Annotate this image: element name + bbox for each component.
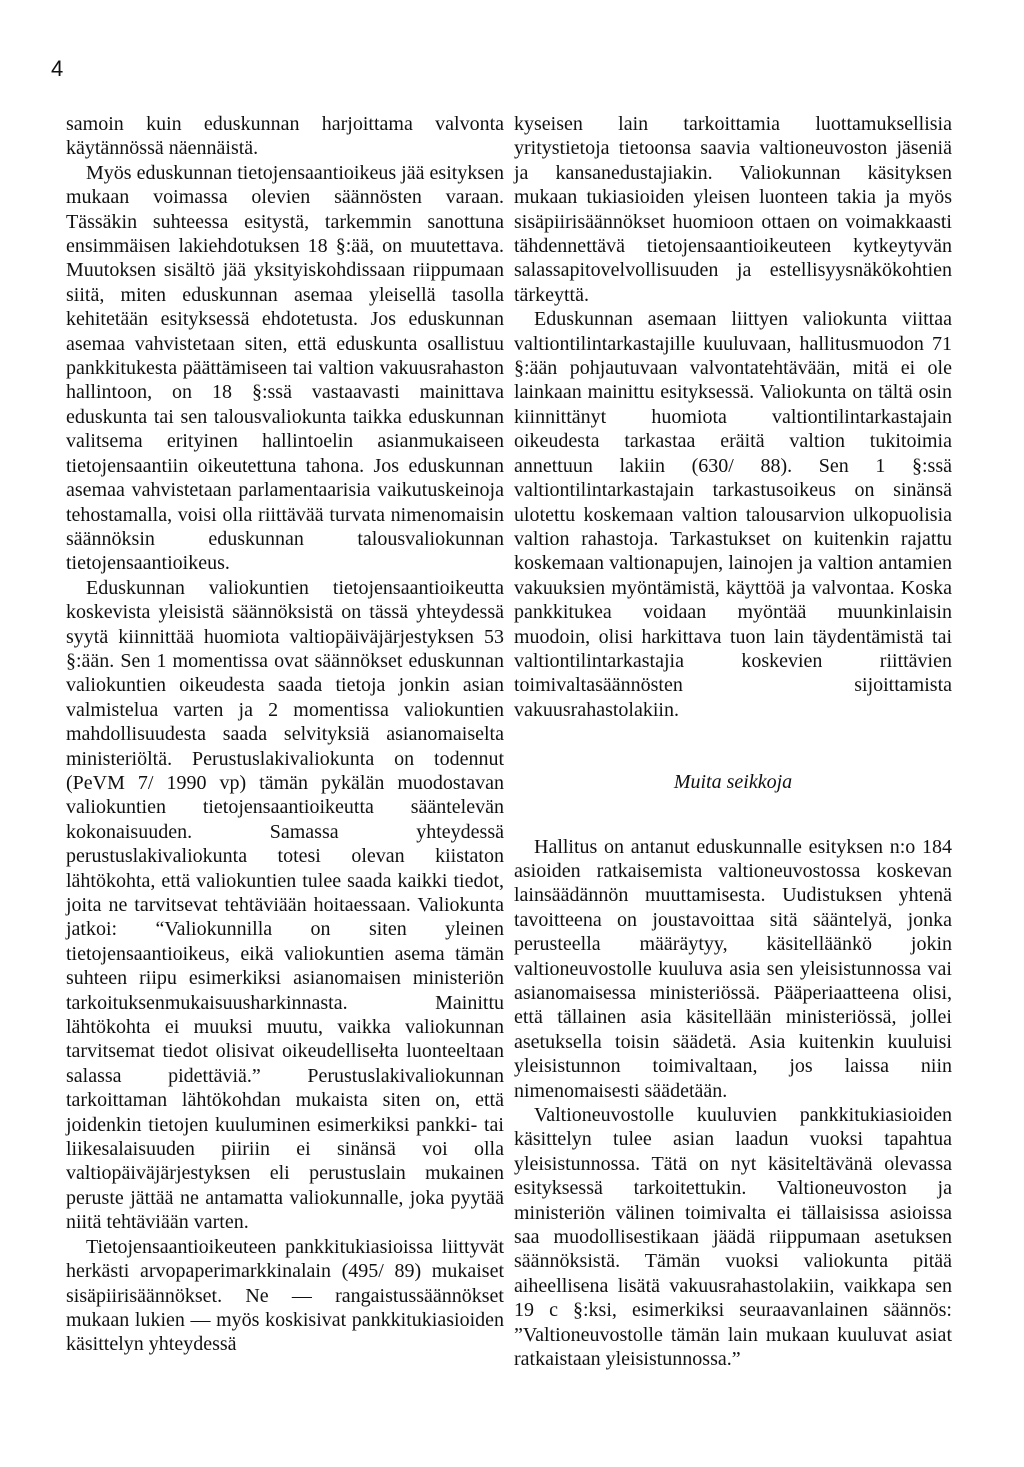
right-paragraph-3: Hallitus on antanut eduskunnalle esityksen n:o 184 asioiden ratkaisemista valtioneuvostossa koskevan lainsäädännön muuttamisesta. Uudistuksen yhtenä tavoitteena on joustavoittaa sitä sääntelyä, jonka perusteella määräytyy, käsitelläänkö jokin valtioneuvostolle kuuluva asia sen yleisistunnossa vai asianomaisessa ministeriössä. Pääperiaatteena olisi, että tällainen asia käsitellään ministeriössä, jollei asetuksella toisin säädetä. Asia kuitenkin kuuluisi yleisistunnon toimivaltaan, jos laissa niin nimenomaisesti säädetään. — [514, 835, 952, 1102]
section-heading: Muita seikkoja — [673, 771, 793, 794]
right-paragraph-4: Valtioneuvostolle kuuluvien pankkitukiasioiden käsittelyn tulee asian laadun vuoksi tapahtua yleisistunnossa. Tätä on nyt käsiteltävänä olevassa esityksessä tarkoitettukin. Valtioneuvoston ja ministeriön välinen toimivalta ei tällaisissa asioissa saa muodollisestikaan jäädä riippumaan asetuksen säännöksistä. Tämän vuoksi valiokunta pitää aiheellisena lisätä vakuusrahastolakiin, vaikkapa sen 19 c §:ksi, esimerkiksi seuraavanlainen säännös: ”Valtioneuvostolle tämän lain mukaan kuuluvat asiat ratkaistaan yleisistunnossa.” — [514, 1104, 952, 1371]
right-column — [514, 112, 952, 1372]
right-paragraph-1: kyseisen lain tarkoittamia luottamuksellisia yritystietoja tietoonsa saavia valtioneuvoston jäseniä ja kansanedustajiakin. Valiokunnan käsityksen mukaan tukiasioiden yleisen luonteen takia ja myös sisäpiirisäännökset huomioon ottaen on voimakkaasti tähdennettävä tietojensaantioikeuteen kytkeytyvän salassapitovelvollisuuden ja estellisyysnäkökohtien tärkeyttä. — [514, 113, 952, 306]
left-paragraph-3: Eduskunnan valiokuntien tietojensaantioikeutta koskevista yleisistä säännöksistä on tässä yhteydessä syytä kiinnittää huomiota valtiopäiväjärjestyksen 53 §:ään. Sen 1 momentissa ovat säännökset eduskunnan valiokuntien oikeudesta saada tietoja jonkin asian valmistelua varten ja 2 momentissa valiokuntien mahdollisuudesta saada selvityksiä asianomaiselta ministeriöltä. Perustuslakivaliokunta on todennut (PeVM 7/ 1990 vp) tämän pykälän muodostavan valiokuntien tietojensaantioikeutta sääntelevän kokonaisuuden. Samassa yhteydessä perustuslakivaliokunta totesi olevan kiistaton lähtökohta, että valiokuntien tulee saada kaikki tiedot, joita ne tarvitsevat tehtäviään hoitaessaan. Valiokunta jatkoi: “Valiokunnilla on siten yleinen tietojensaantioikeus, eikä valiokuntien asema tämän suhteen riipu esimerkiksi asianomaisen ministeriön tarkoituksenmukaisuusharkinnasta. Mainittu lähtökohta ei muuksi muutu, vaikka valiokunnan tarvitsemat tiedot olisivat oikeudellisełta luonteeltaan salassa pidettäviä.” Perustuslakivaliokunnan tarkoittaman lähtökohdan mukaista siten on, että joidenkin tietojen kuuluminen esimerkiksi pankki- tai liikesalaisuuden piiriin ei sinänsä voi olla valtiopäiväjärjestyksen eli perustuslain mukainen peruste jättää ne antamatta valiokunnalle, joka pyytää niitä tehtäviään varten. — [66, 576, 504, 1234]
right-paragraph-2: Eduskunnan asemaan liittyen valiokunta viittaa valtiontilintarkastajille kuuluvaan, hallitusmuodon 71 §:ään pohjautuvaan valvontatehtävään, mitä ei ole lainkaan mainittu esityksessä. Valiokunta on tältä osin kiinnittänyt huomiota valtiontilintarkastajain oikeudesta tarkastaa eräitä valtion tukitoimia annettuun lakiin (630/ 88). Sen 1 §:ssä valtiontilintarkastajain tarkastusoikeus on sinänsä ulotettu koskemaan valtion talousarvion ulkopuolisia valtion rahastoja. Tarkastukset on kuitenkin rajattu koskemaan valtionapujen, lainojen ja valtion antamien vakuuksien myöntämistä, käyttöä ja valvontaa. Koska pankkitukea voidaan myöntää muunkinlaisin muodoin, olisi harkittava tuon lain täydentämistä tai valtiontilintarkastajia koskevien riittävien toimivaltasäännösten sijoittamista vakuusrahastolakiin. — [514, 308, 952, 721]
left-column — [66, 112, 504, 1357]
left-paragraph-2: Myös eduskunnan tietojensaantioikeus jää esityksen mukaan voimassa olevien säännösten varaan. Tässäkin suhteessa esitystä, tarkemmin sanottuna ensimmäisen lakiehdotuksen 18 §:ää, on muutettava. Muutoksen sisältö jää yksityiskohdissaan riippumaan siitä, miten eduskunnan asemaa yleisellä tasolla kehitetään esityksessä ehdotetusta. Jos eduskunnan asemaa vahvistetaan siten, että eduskunta osallistuu pankkitukesta päättämiseen tai valtion vakuusrahaston hallintoon, on 18 §:ssä vastaavasti mainittava eduskunta tai sen talousvaliokunta taikka eduskunnan valitsema erityinen hallintoelin asianmukaiseen tietojensaantiin oikeutettuna tahona. Jos eduskunnan asemaa vahvistetaan parlamentaarisia vaikutuskeinoja tehostamalla, voisi olla riittävää turvata nimenomaisin säännöksin eduskunnan talousvaliokunnan tietojensaantioikeus. — [66, 161, 504, 575]
left-paragraph-1: samoin kuin eduskunnan harjoittama valvonta käytännössä näennäistä. — [66, 113, 504, 160]
left-paragraph-4: Tietojensaantioikeuteen pankkitukiasioissa liittyvät herkästi arvopaperimarkkinalain (495/ 89) mukaiset sisäpiirisäännökset. Ne — rangaistussäännökset mukaan lukien — myös koskisivat pankkitukiasioiden käsittelyn yhteydessä — [66, 1235, 504, 1356]
page-number: 4 — [51, 56, 64, 81]
